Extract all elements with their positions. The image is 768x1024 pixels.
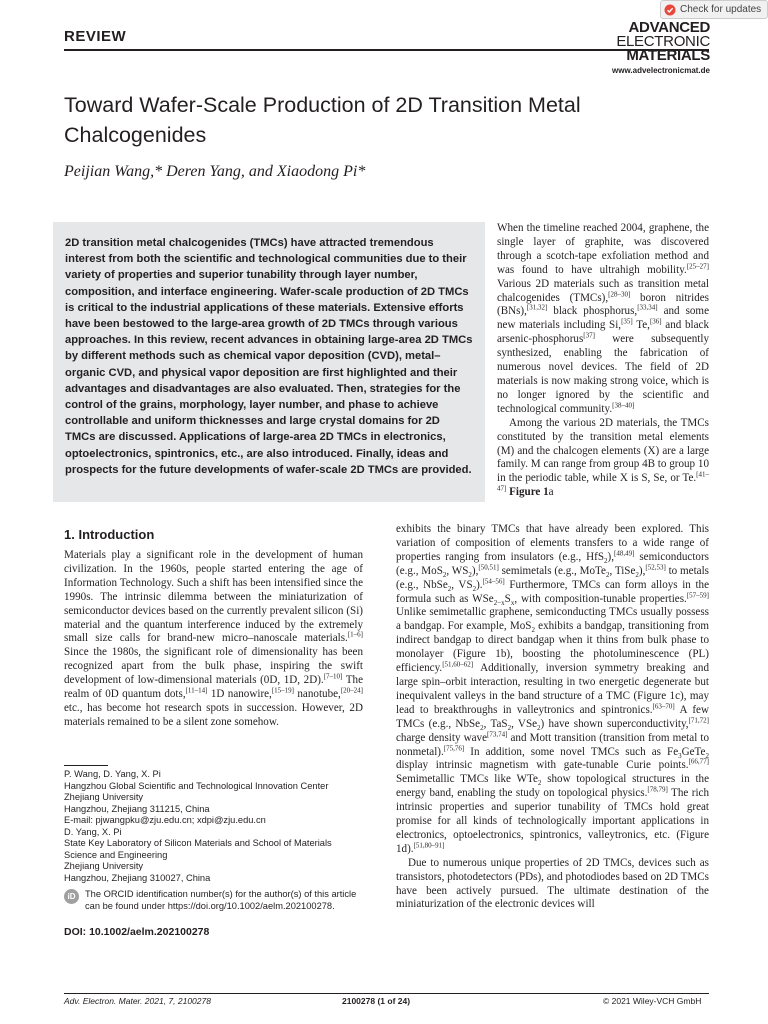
journal-name-line3: MATERIALS [626, 47, 710, 64]
body-text-right-top [497, 222, 709, 500]
footer-copyright: © 2021 Wiley-VCH GmbH [603, 996, 702, 1006]
article-title: Toward Wafer-Scale Production of 2D Transition Metal Chalcogenides [64, 93, 581, 147]
badge-label: Check for updates [680, 4, 762, 15]
affil-names: P. Wang, D. Yang, X. Pi [64, 769, 161, 779]
abstract-text: 2D transition metal chalcogenides (TMCs) have attracted tremendous interest from both the scientific and technological communities due to their variety of properties and superior tunability through layer number, composition, and interface engineering. Wafer-scale production of 2D TMCs is critical to the industrial applications of these materials. Extensive efforts have been bestowed to the large-area growth of 2D TMCs through various approaches. In this review, recent advances in obtaining large-area 2D TMCs by different methods such as chemical vapor deposition (CVD), metal–organic CVD, and physical vapor deposition are first highlighted and their advantages and disadvantages are also evaluated. Then, strategies for the control of the grains, morphology, layer number, and phase to achieve controllable and uniform thicknesses and large crystal domains for 2D TMCs are discussed. Applications of large-area 2D TMCs in electronics, optoelectronics, spintronics, etc., are also introduced. Finally, ideas and prospects for the future developments of wafer-scale 2D TMCs are provided. [65, 237, 473, 476]
footer-rule [64, 993, 709, 994]
affil-email[interactable]: E-mail: pjwangpku@zju.edu.cn; xdpi@zju.edu.cn [64, 815, 266, 825]
paragraph: Due to numerous unique properties of 2D TMCs, devices such as transistors, photodetectors (PDs), and photodiodes based on 2D TMCs have been actively pursued. The ultimate destination of the miniaturization of the electronic devices will [396, 856, 709, 911]
footer-page-number: 2100278 (1 of 24) [342, 996, 411, 1006]
author-list: Peijian Wang,* Deren Yang, and Xiaodong Pi* [64, 163, 366, 180]
affiliations [64, 769, 369, 884]
abstract-box [53, 222, 485, 502]
orcid-icon: iD [64, 889, 79, 904]
paragraph: When the timeline reached 2004, graphene, the single layer of graphite, was discovered through a scotch-tape exfoliation method and was found to have ultrahigh mobility.[25–27] Various 2D materials such as transition metal chalcogenides (TMCs),[28–30] boron nitrides (BNs),[31,32] black phosphorus,[33,34] and some new materials including Si,[35] Te,[36] and black arsenic-phosphorus[37] were subsequently synthesized, enabling the fabrication of numerous novel devices. The field of 2D materials is now making strong voice, which is no longer ignored by the scientific and technological community.[38–40] [497, 222, 709, 415]
paragraph: exhibits the binary TMCs that have already been explored. This variation of composition of elements transfers to a wide range of properties ranging from insulators (e.g., HfS$_2$),[48,49] semiconductors (e.g., MoS$_2$, $WS_2),[50,51]$ semimetals (e.g., MoTe$_2$, TiSe$_2$),[52,53] to metals (e.g., NbSe$_2$, $VS_2).[54-56]$ Furthermore, TMCs can form alloys in the formula such as $WSe_{2-x}S_x$, with composition-tunable properties.[57–59] Unlike semimetallic graphene, semiconducting TMCs usually possess a bandgap. For example, MoS$_2$ exhibits a bandgap, transitioning from indirect bandgap to direct bandgap when it thins from bulk phase to monolayer (Figure 1b), boosting the photoluminescence (PL) efficiency.[51,60–62] Additionally, inversion symmetry breaking and large spin–orbit interaction, resulting in two energetic degenerate but inequivalent valleys in the band structure of a TMC (Figure 1c), may lead to breakthroughs in valleytronics and spintronics.[63–70] A few TMCs (e.g., NbSe$_2$, TaS$_2$, VSe$_2$) have shown superconductivity,[71,72] charge density wave[73,74] and Mott transition (transition from metal to nonmetal).[75,76] In addition, some novel TMCs such as $Fe_3GeTe_2$ display intrinsic magnetism with gate-tunable Curie points.[66,77] Semimetallic TMCs like WTe$_2$ show topological structures in the energy band, enabling the study on topological physics.[78,79] The rich intrinsic properties and superior tunability of TMCs hold great promise for all kinds of technologically important applications in electronics, optoelectronics, spintronics, valleytronics, etc. (Figure 1d).[51,80–91] [396, 523, 710, 855]
affil-line: Hangzhou Global Scientific and Technological Innovation Center [64, 780, 329, 791]
orcid-text[interactable]: The ORCID identification number(s) for the author(s) of this article can be found under https://doi.org/10.1002/aelm.202100278. [85, 889, 357, 911]
paragraph: Materials play a significant role in the development of human civilization. In the 1960s, people started entering the age of Information Technology. Such a shift has been intensified since the 1990s. The intrinsic dilemma between the miniaturization of semiconductor devices based on the currently prevalent silicon (Si) material and the quantum interference induced by the extremely small size calls for brand-new micro–nanoscale materials.[1–6] Since the 1980s, the significant role of dimensionality has been recognized apart from the bulk phase, inspiring the swift development of low-dimensional materials (0D, 1D, 2D).[7–10] The realm of 0D quantum dots,[11–14] 1D nanowire,[15–19] nanotube,[20–24] etc., has become hot research spots in succession. However, 2D materials remained to be a silent zone somehow. [64, 549, 363, 728]
intro-heading: 1. Introduction [64, 527, 155, 542]
section-label: REVIEW [64, 28, 127, 45]
footnote-rule [64, 765, 108, 766]
body-text-right-bottom [396, 523, 709, 912]
update-check-icon [664, 4, 676, 16]
check-for-updates-badge[interactable] [660, 0, 768, 19]
affil-line: Zhejiang University [64, 792, 144, 802]
affil-line: Hangzhou, Zhejiang 311215, China [64, 803, 210, 814]
affil-line: Zhejiang University [64, 861, 144, 871]
affil-line: State Key Laboratory of Silicon Materials and School of Materials [64, 838, 332, 848]
journal-logo[interactable] [600, 21, 710, 75]
orcid-note [64, 889, 369, 912]
journal-name-line1: ADVANCED [628, 19, 710, 36]
footer-citation: Adv. Electron. Mater. 2021, 7, 2100278 [64, 996, 211, 1006]
body-text-left [64, 549, 363, 730]
journal-name-line2: ELECTRONIC [616, 33, 710, 50]
paragraph: Among the various 2D materials, the TMCs constituted by the transition metal elements (M) and the chalcogen elements (X) are a large family. M can range from group 4B to group 10 in the periodic table, while X is S, Se, or Te.[41–47] Figure 1a [497, 416, 709, 499]
affil-line: Science and Engineering [64, 849, 168, 860]
doi-link[interactable]: DOI: 10.1002/aelm.202100278 [64, 926, 210, 938]
affil-line: Hangzhou, Zhejiang 310027, China [64, 872, 211, 883]
journal-url[interactable]: www.advelectronicmat.de [612, 66, 710, 75]
affil-names: D. Yang, X. Pi [64, 826, 122, 837]
